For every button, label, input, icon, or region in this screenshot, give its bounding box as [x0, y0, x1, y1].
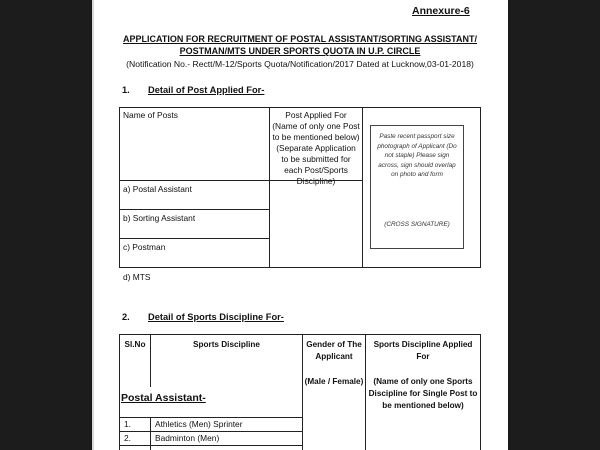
post-option: b) Sorting Assistant — [123, 213, 196, 223]
document-page — [92, 0, 508, 450]
title-line-1: APPLICATION FOR RECRUITMENT OF POSTAL ASSISTANT/SORTING ASSISTANT/ — [122, 34, 477, 44]
col-gender-options: (Male / Female) — [304, 377, 364, 386]
table2-top-border — [119, 334, 481, 335]
table1-right-border — [480, 107, 481, 268]
col-applied-header: Sports Discipline Applied For — [373, 340, 473, 361]
section-1-number: 1. — [122, 85, 130, 95]
table-row-number: 1. — [124, 419, 131, 429]
table2-col-divider-discipline — [302, 334, 303, 450]
col-applied-note: (Name of only one Sports Discipline for Single Post to be mentioned below) — [368, 377, 478, 410]
table2-row-divider — [119, 417, 303, 418]
col-slno-header: Sl.No — [124, 340, 146, 349]
col-post-applied-header: Post Applied For (Name of only one Post to be mentioned below) (Separate Application to be submitted for each Post/Sports Discipline) — [272, 110, 360, 186]
section-2-title: Detail of Sports Discipline For- — [148, 312, 284, 322]
section-1-title: Detail of Post Applied For- — [148, 85, 265, 95]
table-row-number: 2. — [124, 433, 131, 443]
table1-top-border — [119, 107, 481, 108]
col-gender-header: Gender of The Applicant — [306, 340, 362, 361]
section-2-heading — [122, 312, 284, 322]
table1-col-divider-2 — [362, 107, 363, 268]
post-option: c) Postman — [123, 242, 166, 252]
post-option: a) Postal Assistant — [123, 184, 192, 194]
table2-row-divider — [119, 445, 303, 446]
col-sports-discipline-header: Sports Discipline — [193, 340, 260, 349]
table1-row-divider — [119, 209, 270, 210]
cross-signature-label: (CROSS SIGNATURE) — [384, 221, 450, 228]
table2-col-divider-gender — [365, 334, 366, 450]
photo-instructions: Paste recent passport size photograph of Applicant (Do not staple) Please sign across, sign should overlap on photo and form — [377, 133, 457, 178]
title-line-2: POSTMAN/MTS UNDER SPORTS QUOTA IN U.P. CIRCLE — [179, 46, 421, 56]
annexure-label: Annexure-6 — [412, 5, 470, 17]
table1-left-border — [119, 107, 120, 268]
section-2-number: 2. — [122, 312, 130, 322]
table1-col-divider-1 — [269, 107, 270, 268]
table-row-discipline: Badminton (Men) — [155, 433, 220, 443]
photo-box[interactable] — [370, 125, 464, 249]
table1-row-divider — [119, 238, 270, 239]
group-label-postal-assistant: Postal Assistant- — [121, 392, 206, 404]
post-option: d) MTS — [123, 272, 151, 282]
col-name-of-posts-header: Name of Posts — [123, 110, 178, 120]
table1-corner — [119, 267, 120, 268]
section-1-heading — [122, 85, 264, 95]
table2-left-border — [119, 334, 120, 450]
notification-line: (Notification No.- Rectt/M-12/Sports Quota/Notification/2017 Dated at Lucknow,03-01-2018) — [126, 59, 474, 69]
table-row-discipline: Athletics (Men) Sprinter — [155, 419, 243, 429]
table2-row-divider — [119, 431, 303, 432]
table2-right-border — [480, 334, 481, 450]
